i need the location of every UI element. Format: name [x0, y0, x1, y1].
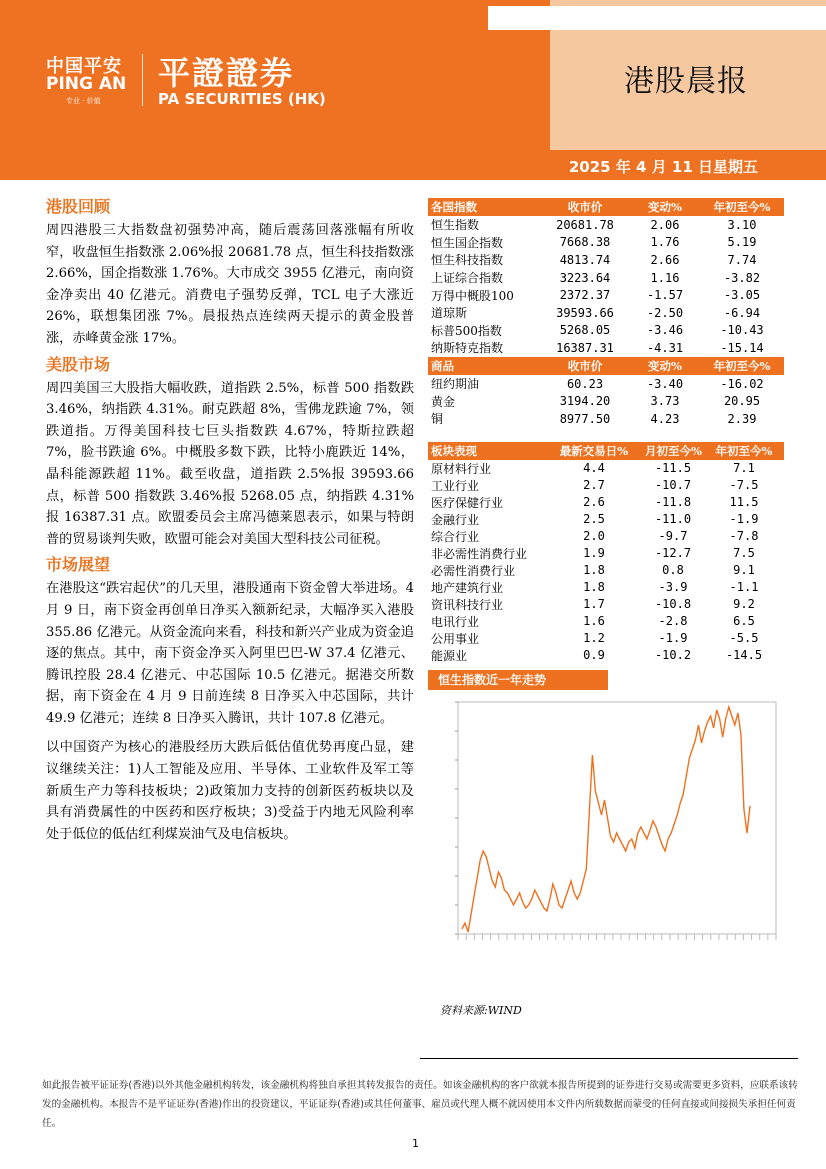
- chart-plot-area: [458, 702, 776, 934]
- page-number: 1: [412, 1137, 419, 1150]
- row-value: -11.5: [654, 461, 692, 476]
- row-value: 2.66: [650, 252, 680, 267]
- row-label: 资讯科技行业: [431, 597, 504, 612]
- row-value: 60.23: [566, 376, 604, 391]
- securities-logo-en: PA SECURITIES (HK): [158, 90, 326, 108]
- row-value: 2.0: [583, 529, 605, 544]
- chart-title: 恒生指数近一年走势: [428, 670, 608, 690]
- table-row: [428, 304, 784, 322]
- row-value: 1.8: [583, 563, 605, 578]
- table-row: [428, 286, 784, 304]
- commodities-header-cell: 年初至今%: [713, 358, 771, 373]
- table-row: [428, 528, 784, 545]
- row-value: 1.16: [650, 270, 680, 285]
- row-value: 1.2: [583, 631, 605, 646]
- row-label: 标普500指数: [431, 323, 502, 338]
- report-title: 港股晨报: [624, 64, 748, 99]
- hsi-chart: [428, 696, 784, 956]
- indices-header-cell: 年初至今%: [713, 200, 771, 214]
- row-label: 必需性消费行业: [431, 563, 516, 578]
- row-value: 3223.64: [559, 270, 611, 285]
- row-label: 能源业: [431, 648, 468, 663]
- row-value: 2.7: [583, 478, 605, 493]
- sectors-header-cell: 最新交易日%: [559, 443, 629, 458]
- footer-rule: [420, 1058, 798, 1059]
- row-value: 7.1: [733, 461, 755, 476]
- table-row: [428, 630, 784, 647]
- row-value: 1.76: [650, 235, 680, 250]
- hsi-series-line: [462, 707, 750, 932]
- sectors-header-cell: 年初至今%: [715, 443, 773, 458]
- table-row: [428, 596, 784, 613]
- logo-divider: [142, 54, 143, 106]
- pingan-logo-cn: 中国平安: [46, 56, 122, 77]
- row-value: -1.9: [729, 512, 759, 527]
- row-value: -2.50: [646, 305, 684, 320]
- row-label: 医疗保健行业: [431, 495, 504, 510]
- table-row: [428, 613, 784, 630]
- row-value: 1.6: [583, 614, 605, 629]
- row-value: 39593.66: [556, 305, 614, 320]
- row-label: 地产建筑行业: [431, 580, 504, 595]
- row-value: -7.8: [729, 529, 759, 544]
- row-value: -2.8: [658, 614, 688, 629]
- table-row: [428, 511, 784, 528]
- row-label: 纽约期油: [431, 377, 480, 392]
- row-label: 综合行业: [431, 529, 480, 544]
- row-value: 4813.74: [559, 252, 611, 267]
- row-value: 11.5: [729, 495, 759, 510]
- row-label: 上证综合指数: [431, 271, 504, 286]
- row-value: 0.8: [662, 563, 684, 578]
- report-header: [0, 0, 826, 180]
- row-value: 8977.50: [559, 411, 611, 426]
- row-value: 0.9: [583, 648, 605, 663]
- table-row: [428, 392, 784, 410]
- row-value: -3.82: [723, 270, 761, 285]
- table-row: [428, 562, 784, 579]
- us-market-text: 周四美国三大股指大幅收跌，道指跌 2.5%，标普 500 指数跌 3.46%，纳指跌 4.31%。耐克跌超 8%，雪佛龙跌逾 7%，领跌道指。万得美国科技七巨头指数跌 4.67%，特斯拉跌超 7%，脸书跌逾 6%。中概股多数下跌，比特小鹿跌近 14%，晶科能源跌超 11%。截至收盘，道指跌 2.5%报 39593.66 点，标普 500 指数跌 3.46%报 5268.05 点，纳指跌 4.31%报 16387.31 点。欧盟委员会主席冯德莱恩表示，如果与特朗普的贸易谈判失败，欧盟可能会对美国大型科技公司征税。: [46, 380, 414, 547]
- row-label: 公用事业: [431, 631, 480, 646]
- table-row: [428, 477, 784, 494]
- report-date: 2025 年 4 月 11 日星期五: [568, 158, 758, 176]
- row-value: -12.7: [654, 546, 692, 561]
- table-row: [428, 375, 784, 393]
- row-value: 16387.31: [556, 340, 614, 355]
- row-value: 2.06: [650, 217, 680, 232]
- table-row: [428, 251, 784, 269]
- commodities-header-row: [428, 357, 784, 375]
- row-value: -7.5: [729, 478, 759, 493]
- hsi-chart-svg: [428, 696, 784, 958]
- commodities-header-cell: 收市价: [567, 358, 603, 373]
- row-value: -3.40: [646, 376, 684, 391]
- row-value: 9.2: [733, 597, 755, 612]
- table-row: [428, 494, 784, 511]
- indices-header-row: [428, 198, 784, 216]
- row-value: 3194.20: [559, 394, 611, 409]
- row-label: 工业行业: [431, 478, 480, 493]
- pingan-logo-en: PING AN: [46, 74, 127, 94]
- data-column: [428, 198, 784, 956]
- pingan-slogan: 专业 · 价值: [66, 97, 101, 105]
- row-value: -4.31: [646, 340, 684, 355]
- table-row: [428, 410, 784, 428]
- row-label: 金融行业: [431, 512, 480, 527]
- commentary-column: [46, 194, 414, 845]
- indices-header-cell: 各国指数: [431, 200, 477, 214]
- row-value: -16.02: [720, 376, 764, 391]
- row-value: 7.74: [727, 252, 757, 267]
- row-value: 3.73: [650, 394, 680, 409]
- outlook-text-1: 在港股这“跌宕起伏”的几天里，港股通南下资金曾大举进场。4 月 9 日，南下资金再创单日净买入额新纪录，大幅净买入港股 355.86 亿港元。从资金流向来看，科技和新兴产业成为资金追逐的焦点。其中，南下资金净买入阿里巴巴-W 37.4 亿港元、腾讯控股 28.4 亿港元、中芯国际 10.5 亿港元。据港交所数据，南下资金在 4 月 9 日前连续 8 日净买入中芯国际，共计 49.9 亿港元；连续 8 日净买入腾讯，共计 107.8 亿港元。: [46, 581, 414, 726]
- row-label: 恒生科技指数: [431, 253, 504, 268]
- row-value: -11.0: [654, 512, 692, 527]
- row-value: 5268.05: [559, 323, 611, 338]
- row-value: -5.5: [729, 631, 759, 646]
- table-row: [428, 269, 784, 287]
- row-value: 3.10: [727, 217, 757, 232]
- row-value: -10.7: [654, 478, 692, 493]
- table-row: [428, 216, 784, 234]
- sectors-header-cell: 板块表现: [431, 443, 477, 458]
- row-value: 7.5: [733, 546, 755, 561]
- row-value: 7668.38: [559, 235, 611, 250]
- row-value: 2.39: [727, 411, 757, 426]
- row-value: 1.7: [583, 597, 605, 612]
- sectors-table: [428, 442, 784, 664]
- row-value: 20.95: [723, 394, 761, 409]
- row-value: -1.9: [658, 631, 688, 646]
- row-label: 黄金: [431, 394, 456, 409]
- chart-source: 资料来源:WIND: [440, 1004, 522, 1017]
- row-value: 6.5: [733, 614, 755, 629]
- row-label: 恒生指数: [431, 218, 480, 233]
- table-row: [428, 322, 784, 340]
- commodities-header-cell: 商品: [431, 358, 454, 373]
- row-value: -15.14: [720, 340, 764, 355]
- row-value: 4.23: [650, 411, 680, 426]
- commodities-table: [428, 357, 784, 428]
- section-title-hk-review: 港股回顾: [46, 197, 111, 216]
- outlook-text-2: 以中国资产为核心的港股经历大跌后低估值优势再度凸显，建议继续关注：1)人工智能及应用、半导体、工业软件及军工等新质生产力等科技板块；2)政策加力支持的创新医药板块以及具有消费属性的中医药和医疗板块；3)受益于内地无风险利率处于低位的低估红利煤炭油气及电信板块。: [46, 740, 414, 842]
- table-row: [428, 234, 784, 252]
- row-value: 4.4: [583, 461, 605, 476]
- row-value: -10.43: [720, 323, 764, 338]
- table-row: [428, 460, 784, 477]
- row-value: 20681.78: [556, 217, 614, 232]
- row-value: -10.8: [654, 597, 692, 612]
- header-white-strip: [488, 6, 826, 30]
- row-value: -3.46: [646, 323, 684, 338]
- row-label: 原材料行业: [431, 461, 492, 476]
- row-value: -3.05: [723, 288, 761, 303]
- hk-review-text: 周四港股三大指数盘初强势冲高，随后震荡回落涨幅有所收窄，收盘恒生指数涨 2.06%报 20681.78 点，恒生科技指数涨 2.66%，国企指数涨 1.76%。大市成交 3955 亿港元，南向资金净卖出 40 亿港元。消费电子强势反弹，TCL 电子大涨近 26%，联想集团涨 7%。晨报热点连续两天提示的黄金股普涨，赤峰黄金涨 17%。: [46, 223, 414, 346]
- row-value: 1.8: [583, 580, 605, 595]
- section-title-us-market: 美股市场: [46, 354, 111, 374]
- indices-header-cell: 收市价: [567, 200, 603, 214]
- table-row: [428, 339, 784, 357]
- row-value: -14.5: [725, 648, 763, 663]
- sectors-header-row: [428, 442, 784, 460]
- row-value: -9.7: [658, 529, 688, 544]
- row-value: 9.1: [733, 563, 755, 578]
- row-label: 非必需性消费行业: [431, 546, 528, 561]
- disclaimer: 如此报告被平证证券(香港)以外其他金融机构转发，该金融机构将独自承担其转发报告的责任。如该金融机构的客户欲就本报告所提到的证券进行交易或需要更多资料，应联系该转发的金融机构。本报告不是平证证券(香港)作出的投资建议，平证证券(香港)或其任何董事、雇员或代理人概不就因使用本文件内所载数据而蒙受的任何直接或间接损失承担任何责任。: [42, 1080, 798, 1129]
- row-label: 电讯行业: [431, 614, 480, 629]
- securities-logo-cn: 平證證券: [158, 54, 295, 92]
- indices-table: [428, 198, 784, 357]
- commodities-header-cell: 变动%: [648, 358, 682, 373]
- row-value: -3.9: [658, 580, 688, 595]
- row-label: 铜: [431, 412, 444, 427]
- sectors-header-cell: 月初至今%: [645, 443, 702, 458]
- row-value: 1.9: [583, 546, 605, 561]
- row-value: -1.57: [646, 288, 684, 303]
- table-row: [428, 545, 784, 562]
- row-label: 纳斯特克指数: [431, 341, 504, 356]
- row-value: -6.94: [723, 305, 761, 320]
- row-label: 道琼斯: [431, 306, 468, 321]
- row-value: -10.2: [654, 648, 692, 663]
- row-value: 2372.37: [559, 288, 611, 303]
- table-row: [428, 647, 784, 664]
- table-row: [428, 579, 784, 596]
- row-value: 5.19: [727, 235, 757, 250]
- row-value: 2.5: [583, 512, 605, 527]
- indices-header-cell: 变动%: [648, 200, 682, 214]
- row-value: -11.8: [654, 495, 692, 510]
- row-value: 2.6: [583, 495, 605, 510]
- row-value: -1.1: [729, 580, 759, 595]
- section-title-outlook: 市场展望: [46, 555, 111, 575]
- row-label: 恒生国企指数: [431, 235, 504, 250]
- row-label: 万得中概股100: [431, 288, 514, 303]
